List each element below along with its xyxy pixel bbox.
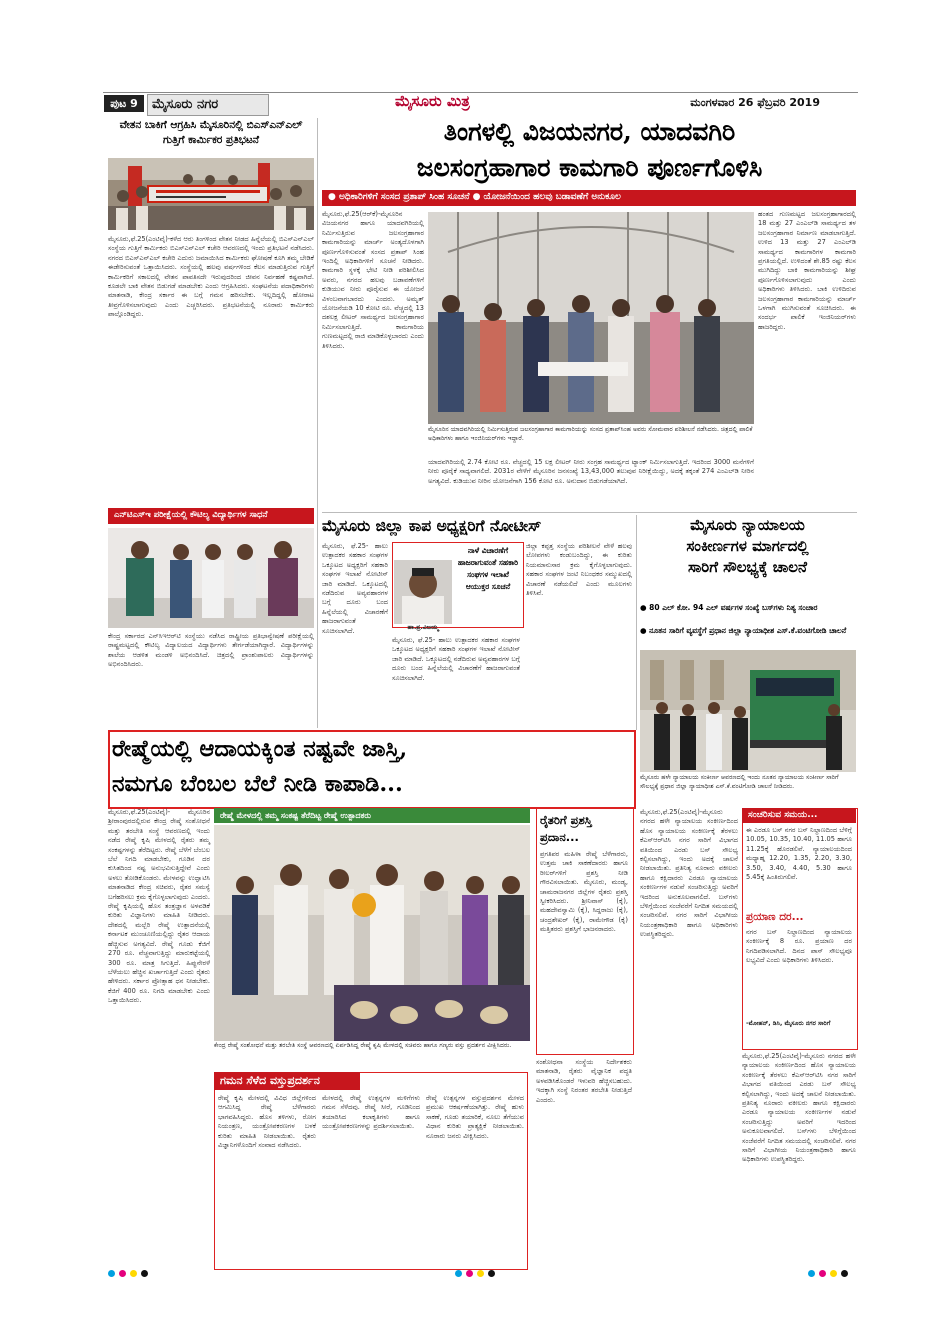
court-fare-body: ನಗರ ಬಸ್ ನಿಲ್ದಾಣದಿಂದ ನ್ಯಾಯಾಲಯ ಸಂಕೀರ್ಣಕ್ಕೆ 8 ರೂ. ಪ್ರಯಾಣ ದರ ನಿಗದಿಪಡಿಸಲಾಗಿದೆ. ದಿನದ ಪಾಸ್ ಸೌಲಭ್ಯವೂ ಲಭ್ಯವಿದೆ ಎಂದು ಅಧಿಕಾರಿಗಳು ತಿಳಿಸಿದರು. [746,928,855,965]
section-title: ಮೈಸೂರು ನಗರ [147,94,269,116]
notice-headline: ಮೈಸೂರು ಜಿಲ್ಲಾ ಕಾಪ ಅಧ್ಯಕ್ಷರಿಗೆ ನೋಟೀಸ್ [322,516,542,535]
protest-headline: ವೇತನ ಬಾಕಿಗೆ ಆಗ್ರಹಿಸಿ ಮೈಸೂರಿನಲ್ಲಿ ಬಿಎಸ್‌ಎನ್‌ಎಲ್ ಗುತ್ತಿಗೆ ಕಾರ್ಮಿಕರ ಪ್ರತಿಭಟನೆ [119,119,303,146]
court-headline-line3: ಸಾರಿಗೆ ಸೌಲಭ್ಯಕ್ಕೆ ಚಾಲನೆ [688,558,807,576]
sericulture-photo [214,825,530,1041]
sericulture-photo-caption: ಕೇಂದ್ರ ರೇಷ್ಮೆ ಸಂಶೋಧನೆ ಮತ್ತು ತರಬೇತಿ ಸಂಸ್ಥೆ ಆವರಣದಲ್ಲಿ ಏರ್ಪಡಿಸಿದ್ದ ರೇಷ್ಮೆ ಕೃಷಿ ಮೇಳದಲ್ಲಿ ಸಚಿವರು ಹಾಗೂ ಗಣ್ಯರು ವಸ್ತು ಪ್ರದರ್ಶನ ವೀಕ್ಷಿಸಿದರು. [214,1042,512,1049]
bottom-headline-line2: ನಮಗೂ ಬೆಂಬಲ ಬೆಲೆ ನೀಡಿ ಕಾಪಾಡಿ... [112,771,403,797]
bottom-headline-line1: ರೇಷ್ಮೆಯಲ್ಲಿ ಆದಾಯಕ್ಕಿಂತ ನಷ್ಟವೇ ಜಾಸ್ತಿ, [112,736,408,762]
masthead: ಮೈಸೂರು ಮಿತ್ರ [395,92,470,110]
lead-headline-line1: ತಿಂಗಳಲ್ಲಿ ವಿಜಯನಗರ, ಯಾದವಗಿರಿ [443,117,736,146]
lead-col1: ಮೈಸೂರು,ಫೆ.25(ಆರ್‌ಕೆ)-ಮೈಸೂರಿನ ವಿಜಯನಗರ ಹಾಗೂ ಯಾದವಗಿರಿಯಲ್ಲಿ ನಿರ್ಮಿಸುತ್ತಿರುವ ಜಲಸಂಗ್ರಹಾಗಾರ ಕಾಮಗಾರಿಯನ್ನು ಮಾರ್ಚ್ ಅಂತ್ಯದೊಳಗಾಗಿ ಪೂರ್ಣಗೊಳಿಸುವಂತೆ ಸಂಸದ ಪ್ರತಾಪ್ ಸಿಂಹ ಇಂದಿಲ್ಲಿ ಅಧಿಕಾರಿಗಳಿಗೆ ಸೂಚನೆ ನೀಡಿದರು. ಕಾಮಗಾರಿ ಸ್ಥಳಕ್ಕೆ ಭೇಟಿ ನೀಡಿ ಪರಿಶೀಲಿಸಿದ ಅವರು, ನಗರದ ಹಲವು ಬಡಾವಣೆಗಳಿಗೆ ಕುಡಿಯುವ ನೀರು ಪೂರೈಸುವ ಈ ಯೋಜನೆ ವಿಳಂಬವಾಗಬಾರದು ಎಂದರು. ಅಮೃತ್ ಯೋಜನೆಯಡಿ 10 ಕೋಟಿ ರೂ. ವೆಚ್ಚದಲ್ಲಿ 13 ದಶಲಕ್ಷ ಲೀಟರ್ ಸಾಮರ್ಥ್ಯದ ಜಲಸಂಗ್ರಹಾಗಾರ ನಿರ್ಮಿಸಲಾಗುತ್ತಿದೆ. ಕಾಮಗಾರಿಯ ಗುಣಮಟ್ಟದಲ್ಲಿ ರಾಜಿ ಮಾಡಿಕೊಳ್ಳಬಾರದು ಎಂದು ತಿಳಿಸಿದರು. [322,210,427,350]
court-headline-line1: ಮೈಸೂರು ನ್ಯಾಯಾಲಯ [690,516,805,534]
court-headline-line2: ಸಂಕೀರ್ಣಗಳ ಮಾರ್ಗದಲ್ಲಿ [686,537,809,555]
protest-body: ಮೈಸೂರು,ಫೆ.25(ಎಂಟಿವೈ)-ಕಳೆದ ಆರು ತಿಂಗಳಿಂದ ವೇತನ ನೀಡದ ಹಿನ್ನೆಲೆಯಲ್ಲಿ ಬಿಎಸ್‌ಎನ್‌ಎಲ್ ಸಂಸ್ಥೆಯ ಗುತ್ತಿಗೆ ಕಾರ್ಮಿಕರು ಬಿಎಸ್‌ಎನ್‌ಎಲ್ ಕಚೇರಿ ಆವರಣದಲ್ಲಿ ಇಂದು ಪ್ರತಿಭಟನೆ ನಡೆಸಿದರು. ನಗರದ ಬಿಎಸ್‌ಎನ್‌ಎಲ್ ಕಚೇರಿ ಎದುರು ಜಮಾಯಿಸಿದ ಕಾರ್ಮಿಕರು ಘೋಷಣೆ ಕೂಗಿ ತಮ್ಮ ಬೇಡಿಕೆ ಈಡೇರಿಸುವಂತೆ ಒತ್ತಾಯಿಸಿದರು. ಸಂಸ್ಥೆಯಲ್ಲಿ ಹಲವು ವರ್ಷಗಳಿಂದ ಕೆಲಸ ಮಾಡುತ್ತಿರುವ ಗುತ್ತಿಗೆ ಕಾರ್ಮಿಕರಿಗೆ ಸಕಾಲದಲ್ಲಿ ವೇತನ ಪಾವತಿಸದೇ ಇರುವುದರಿಂದ ಜೀವನ ನಿರ್ವಹಣೆ ಕಷ್ಟವಾಗಿದೆ. ಕೂಡಲೇ ಬಾಕಿ ವೇತನ ಬಿಡುಗಡೆ ಮಾಡಬೇಕು ಎಂದು ಆಗ್ರಹಿಸಿದರು. ಸಂಘಟನೆಯ ಪದಾಧಿಕಾರಿಗಳು ಮಾತನಾಡಿ, ಕೇಂದ್ರ ಸರ್ಕಾರ ಈ ಬಗ್ಗೆ ಗಮನ ಹರಿಸಬೇಕು. ಇಲ್ಲದಿದ್ದಲ್ಲಿ ಹೋರಾಟ ತೀವ್ರಗೊಳಿಸಲಾಗುವುದು ಎಂದು ಎಚ್ಚರಿಸಿದರು. ಪ್ರತಿಭಟನೆಯಲ್ಲಿ ನೂರಾರು ಕಾರ್ಮಿಕರು ಪಾಲ್ಗೊಂಡಿದ್ದರು. [108,235,317,319]
registration-marks-left [108,1270,148,1277]
lead-col3: ಹಂತದ ಗುಣಮಟ್ಟದ ಜಲಸಂಗ್ರಹಾಗಾರದಲ್ಲಿ 18 ಮತ್ತು 27 ಎಂಎಲ್‌ಡಿ ಸಾಮರ್ಥ್ಯದ ತಳ ಜಲಸಂಗ್ರಹಾಗಾರ ನಿರ್ಮಾಣ ಮಾಡಲಾಗುತ್ತಿದೆ. ಉಳಿದ 13 ಮತ್ತು 27 ಎಂಎಲ್‌ಡಿ ಸಾಮರ್ಥ್ಯದ ಕಾಮಗಾರಿಗಳ ಕಾಮಗಾರಿ ಪ್ರಗತಿಯಲ್ಲಿದೆ. ಉಳಿದಂತೆ ಶೇ.85 ರಷ್ಟು ಕೆಲಸ ಮುಗಿದಿದ್ದು ಬಾಕಿ ಕಾಮಗಾರಿಯನ್ನು ಶೀಘ್ರ ಪೂರ್ಣಗೊಳಿಸಲಾಗುವುದು ಎಂದು ಅಧಿಕಾರಿಗಳು ತಿಳಿಸಿದರು. ಬಾಕಿ ಉಳಿದಿರುವ ಜಲಸಂಗ್ರಹಾಗಾರ ಕಾಮಗಾರಿಯನ್ನು ಮಾರ್ಚ್ ಒಳಗಾಗಿ ಮುಗಿಸುವಂತೆ ಸೂಚಿಸಿದರು. ಈ ಸಂದರ್ಭ ಪಾಲಿಕೆ ಇಂಜಿನಿಯರ್‌ಗಳು ಹಾಜರಿದ್ದರು. [758,210,859,331]
court-bullet1: ● 80 ಎಲ್ ಕೋ. 94 ಎಲ್ ವರ್ಷಗಳ ಸಂಖ್ಯೆ ಬಸ್‌ಗಳು ನಿತ್ಯ ಸಂಚಾರ [640,603,818,612]
bottom-photo-band: ರೇಷ್ಮೆ ಮೇಳದಲ್ಲಿ ತಮ್ಮ ಸಂಕಷ್ಟ ತೆರೆದಿಟ್ಟ ರೇಷ್ಮೆ ಉತ್ಪಾದಕರು [214,808,530,823]
registration-marks-right [808,1270,848,1277]
lead-col2: ಯಾದವಗಿರಿಯಲ್ಲಿ 2.74 ಕೋಟಿ ರೂ. ವೆಚ್ಚದಲ್ಲಿ 15 ಲಕ್ಷ ಲೀಟರ್ ನೀರು ಸಂಗ್ರಹ ಸಾಮರ್ಥ್ಯದ ಟ್ಯಾಂಕ್ ನಿರ್ಮಿಸಲಾಗುತ್ತಿದೆ. ಇದರಿಂದ 3000 ಮನೆಗಳಿಗೆ ನೀರು ಪೂರೈಕೆ ಸಾಧ್ಯವಾಗಲಿದೆ. 2031ರ ವೇಳೆಗೆ ಮೈಸೂರಿನ ಜನಸಂಖ್ಯೆ 13,43,000 ತಲುಪುವ ನಿರೀಕ್ಷೆಯಿದ್ದು, ಅದಕ್ಕೆ ತಕ್ಕಂತೆ 274 ಎಂಎಲ್‌ಡಿ ನೀರಿನ ಅಗತ್ಯವಿದೆ. ಕುಡಿಯುವ ನೀರಿನ ಯೋಜನೆಗಾಗಿ 156 ಕೋಟಿ ರೂ. ಅನುದಾನ ಬಿಡುಗಡೆಯಾಗಿದೆ. [428,458,757,485]
bottom-col4: ಸಂಶೋಧನಾ ಸಂಸ್ಥೆಯ ನಿರ್ದೇಶಕರು ಮಾತನಾಡಿ, ರೈತರು ವೈಜ್ಞಾನಿಕ ಪದ್ಧತಿ ಅಳವಡಿಸಿಕೊಂಡರೆ ಇಳುವರಿ ಹೆಚ್ಚಿಸಬಹುದು. ಇದಕ್ಕಾಗಿ ಸಂಸ್ಥೆ ನಿರಂತರ ತರಬೇತಿ ನೀಡುತ್ತಿದೆ ಎಂದರು. [536,1058,635,1104]
protest-photo [108,158,314,230]
court-fare-credit: -ಮೋಹನ್, ಡಿಸಿ, ಮೈಸೂರು ನಗರ ಸಾರಿಗೆ [746,1020,831,1027]
court-body-cont: ಮೈಸೂರು,ಫೆ.25(ಎಂಟಿವೈ)-ಮೈಸೂರು ನಗರದ ಹಳೇ ನ್ಯಾಯಾಲಯ ಸಂಕೀರ್ಣದಿಂದ ಹೊಸ ನ್ಯಾಯಾಲಯ ಸಂಕೀರ್ಣಕ್ಕೆ ತೆರಳಲು ಕೆಎಸ್‌ಆರ್‌ಟಿಸಿ ನಗರ ಸಾರಿಗೆ ವಿಭಾಗದ ವತಿಯಿಂದ ಎರಡು ಬಸ್ ಸೌಲಭ್ಯ ಕಲ್ಪಿಸಲಾಗಿದ್ದು, ಇಂದು ಅದಕ್ಕೆ ಚಾಲನೆ ನೀಡಲಾಯಿತು. ಪ್ರತಿನಿತ್ಯ ನೂರಾರು ವಕೀಲರು ಹಾಗೂ ಕಕ್ಷಿದಾರರು ಎರಡೂ ನ್ಯಾಯಾಲಯ ಸಂಕೀರ್ಣಗಳ ನಡುವೆ ಸಂಚರಿಸುತ್ತಿದ್ದು ಅವರಿಗೆ ಇದರಿಂದ ಅನುಕೂಲವಾಗಲಿದೆ. ಬಸ್‌ಗಳು ಬೆಳಿಗ್ಗೆಯಿಂದ ಸಂಜೆವರೆಗೆ ನಿಗದಿತ ಸಮಯದಲ್ಲಿ ಸಂಚರಿಸಲಿವೆ. ನಗರ ಸಾರಿಗೆ ವಿಭಾಗೀಯ ನಿಯಂತ್ರಣಾಧಿಕಾರಿ ಹಾಗೂ ಅಧಿಕಾರಿಗಳು ಉಪಸ್ಥಿತರಿದ್ದರು. [742,1052,859,1164]
notice-portrait-caption: ಹಾ.ಪ್ರ.ವಿಜಯ್ಮ [407,624,439,631]
exhibit-body: ರೇಷ್ಮೆ ಉತ್ಪನ್ನಗಳ ವಸ್ತುಪ್ರದರ್ಶನ ಮೇಳದ ಪ್ರಮುಖ ಆಕರ್ಷಣೆಯಾಗಿತ್ತು. ರೇಷ್ಮೆ ಹುಳು ಸಾಕಣೆ, ಗೂಡು ತಯಾರಿಕೆ, ನೂಲು ತೆಗೆಯುವ ವಿಧಾನ ಕುರಿತು ಪ್ರಾತ್ಯಕ್ಷಿಕೆ ನೀಡಲಾಯಿತು. ನೂರಾರು ಜನರು ವೀಕ್ಷಿಸಿದರು. [426,1094,527,1140]
column-rule [317,118,318,728]
bottom-col2: ರೇಷ್ಮೆ ಕೃಷಿ ಮೇಳದಲ್ಲಿ ವಿವಿಧ ಜಿಲ್ಲೆಗಳಿಂದ ಆಗಮಿಸಿದ್ದ ರೇಷ್ಮೆ ಬೆಳೆಗಾರರು ಭಾಗವಹಿಸಿದ್ದರು. ಹೊಸ ತಳಿಗಳು, ರೋಗ ನಿಯಂತ್ರಣ, ಯಂತ್ರೋಪಕರಣಗಳ ಬಳಕೆ ಕುರಿತು ಮಾಹಿತಿ ನೀಡಲಾಯಿತು. ರೈತರು ವಿಜ್ಞಾನಿಗಳೊಂದಿಗೆ ಸಂವಾದ ನಡೆಸಿದರು. [218,1094,319,1150]
exhibit-title: ಗಮನ ಸೆಳೆದ ವಸ್ತುಪ್ರದರ್ಶನ [214,1072,360,1090]
court-bullet2: ● ನೂತನ ಸಾರಿಗೆ ವ್ಯವಸ್ಥೆಗೆ ಪ್ರಧಾನ ಜಿಲ್ಲಾ ನ್ಯಾಯಾಧೀಶ ಎಸ್.ಕೆ.ವಂಟಿಗೋಡಿ ಚಾಲನೆ [640,626,847,635]
notice-col1b: ಮೈಸೂರು, ಫೆ.25- ಹಾಲು ಉತ್ಪಾದಕರ ಸಹಕಾರ ಸಂಘಗಳ ಒಕ್ಕೂಟದ ಅಧ್ಯಕ್ಷರಿಗೆ ಸಹಕಾರಿ ಸಂಘಗಳ ಇಲಾಖೆ ನೋಟೀಸ್ ಜಾರಿ ಮಾಡಿದೆ. ಒಕ್ಕೂಟದಲ್ಲಿ ನಡೆದಿರುವ ಅವ್ಯವಹಾರಗಳ ಬಗ್ಗೆ ದೂರು ಬಂದ ಹಿನ್ನೆಲೆಯಲ್ಲಿ ವಿಚಾರಣೆಗೆ ಹಾಜರಾಗುವಂತೆ ಸೂಚಿಸಲಾಗಿದೆ. [392,636,523,682]
court-timing-body: ಈ ಎರಡೂ ಬಸ್ ನಗರ ಬಸ್ ನಿಲ್ದಾಣದಿಂದ ಬೆಳಿಗ್ಗೆ 10.05, 10.35, 10.40, 11.05 ಹಾಗೂ 11.25ಕ್ಕೆ ಹೊರಡಲಿವೆ. ನ್ಯಾಯಾಲಯದಿಂದ ಮಧ್ಯಾಹ್ನ 12.20, 1.35, 2.20, 3.30, 3.50, 3.40, 4.40, 5.30 ಹಾಗೂ 5.45ಕ್ಕೆ ಹಿಂತಿರುಗಲಿವೆ. [746,826,855,882]
lead-photo [428,212,754,424]
lead-headline-line2: ಜಲಸಂಗ್ರಹಾಗಾರ ಕಾಮಗಾರಿ ಪೂರ್ಣಗೊಳಿಸಿ [416,153,763,182]
lead-photo-caption: ಮೈಸೂರಿನ ಯಾದವಗಿರಿಯಲ್ಲಿ ನಿರ್ಮಿಸುತ್ತಿರುವ ಜಲಸಂಗ್ರಹಾಗಾರ ಕಾಮಗಾರಿಯನ್ನು ಸಂಸದ ಪ್ರತಾಪ್‌ಸಿಂಹ ಅವರು ಸೋಮವಾರ ಪರಿಶೀಲನೆ ನಡೆಸಿದರು. ಚಿತ್ರದಲ್ಲಿ ಪಾಲಿಕೆ ಅಧಿಕಾರಿಗಳು ಹಾಗೂ ಇಂಜಿನಿಯರ್‌ಗಳು ಇದ್ದಾರೆ. [428,426,753,442]
school-body: ಕೇಂದ್ರ ಸರ್ಕಾರದ ಎನ್‌ಸಿಇಆರ್‌ಟಿ ಸಂಸ್ಥೆಯು ನಡೆಸಿದ ರಾಷ್ಟ್ರೀಯ ಪ್ರತಿಭಾನ್ವೇಷಣೆ ಪರೀಕ್ಷೆಯಲ್ಲಿ ರಾಷ್ಟ್ರಮಟ್ಟದಲ್ಲಿ ಕೌಟಿಲ್ಯ ವಿದ್ಯಾಲಯದ ವಿದ್ಯಾರ್ಥಿಗಳು ತೇರ್ಗಡೆಯಾಗಿದ್ದಾರೆ. ವಿದ್ಯಾರ್ಥಿಗಳನ್ನು ಶಾಲೆಯ ಆಡಳಿತ ಮಂಡಳಿ ಅಭಿನಂದಿಸಿದೆ. ಚಿತ್ರದಲ್ಲಿ ಪ್ರಾಂಶುಪಾಲರು ವಿದ್ಯಾರ್ಥಿಗಳನ್ನು ಅಭಿನಂದಿಸಿದರು. [108,632,317,669]
notice-pull-quote: ನಾಳೆ ವಿಚಾರಣೆಗೆ ಹಾಜರಾಗುವಂತೆ ಸಹಕಾರಿ ಸಂಘಗಳ ಇಲಾಖೆ ಆಯುಕ್ತರ ಸೂಚನೆ [457,546,519,591]
bottom-col3: ಮೇಳದಲ್ಲಿ ರೇಷ್ಮೆ ಉತ್ಪನ್ನಗಳ ಮಳಿಗೆಗಳು ಗಮನ ಸೆಳೆದವು. ರೇಷ್ಮೆ ಸೀರೆ, ಗೂಡಿನಿಂದ ತಯಾರಿಸಿದ ಕಲಾಕೃತಿಗಳು ಹಾಗೂ ಯಂತ್ರೋಪಕರಣಗಳನ್ನು ಪ್ರದರ್ಶಿಸಲಾಯಿತು. [322,1094,423,1131]
column-rule [636,515,637,730]
notice-col2: ಜಿಲ್ಲಾ ಕಪ್ಪತ್ತ ಸಂಸ್ಥೆಯ ಪರಿಶೀಲನೆ ವೇಳೆ ಹಲವು ಲೋಪಗಳು ಕಂಡುಬಂದಿದ್ದು, ಈ ಕುರಿತು ನಿಯಮಾನುಸಾರ ಕ್ರಮ ಕೈಗೊಳ್ಳಲಾಗುವುದು. ಸಹಕಾರ ಸಂಘಗಳ ಜಂಟಿ ನಿಬಂಧಕರ ಸಮ್ಮುಖದಲ್ಲಿ ವಿಚಾರಣೆ ನಡೆಯಲಿದೆ ಎಂದು ಮೂಲಗಳು ತಿಳಿಸಿವೆ. [526,542,635,598]
page-number-badge: ಪುಟ 9 [104,95,144,112]
court-photo-caption: ಮೈಸೂರು ಹಳೇ ನ್ಯಾಯಾಲಯ ಸಂಕೀರ್ಣ ಆವರಣದಲ್ಲಿ ಇಂದು ನೂತನ ನ್ಯಾಯಾಲಯ ಸಂಕೀರ್ಣ ಸಾರಿಗೆ ಸೌಲಭ್ಯಕ್ಕೆ ಪ್ರಧಾನ ಜಿಲ್ಲಾ ನ್ಯಾಯಾಧೀಶ ಎಸ್.ಕೆ.ವಂಟಿಗೋಡಿ ಚಾಲನೆ ನೀಡಿದರು. [640,774,839,790]
court-body: ಮೈಸೂರು,ಫೆ.25(ಎಂಟಿವೈ)-ಮೈಸೂರು ನಗರದ ಹಳೇ ನ್ಯಾಯಾಲಯ ಸಂಕೀರ್ಣದಿಂದ ಹೊಸ ನ್ಯಾಯಾಲಯ ಸಂಕೀರ್ಣಕ್ಕೆ ತೆರಳಲು ಕೆಎಸ್‌ಆರ್‌ಟಿಸಿ ನಗರ ಸಾರಿಗೆ ವಿಭಾಗದ ವತಿಯಿಂದ ಎರಡು ಬಸ್ ಸೌಲಭ್ಯ ಕಲ್ಪಿಸಲಾಗಿದ್ದು, ಇಂದು ಅದಕ್ಕೆ ಚಾಲನೆ ನೀಡಲಾಯಿತು. ಪ್ರತಿನಿತ್ಯ ನೂರಾರು ವಕೀಲರು ಹಾಗೂ ಕಕ್ಷಿದಾರರು ಎರಡೂ ನ್ಯಾಯಾಲಯ ಸಂಕೀರ್ಣಗಳ ನಡುವೆ ಸಂಚರಿಸುತ್ತಿದ್ದು ಅವರಿಗೆ ಇದರಿಂದ ಅನುಕೂಲವಾಗಲಿದೆ. ಬಸ್‌ಗಳು ಬೆಳಿಗ್ಗೆಯಿಂದ ಸಂಜೆವರೆಗೆ ನಿಗದಿತ ಸಮಯದಲ್ಲಿ ಸಂಚರಿಸಲಿವೆ. ನಗರ ಸಾರಿಗೆ ವಿಭಾಗೀಯ ನಿಯಂತ್ರಣಾಧಿಕಾರಿ ಹಾಗೂ ಅಧಿಕಾರಿಗಳು ಉಪಸ್ಥಿತರಿದ್ದರು. [640,808,741,939]
school-headline: ಎನ್‌ಟಿಎಸ್‌ಇ ಪರೀಕ್ಷೆಯಲ್ಲಿ ಕೌಟಿಲ್ಯ ವಿದ್ಯಾರ್ಥಿಗಳ ಸಾಧನೆ [108,508,314,524]
section-rule [322,512,857,513]
lead-subhead: ● ಅಧಿಕಾರಿಗಳಿಗೆ ಸಂಸದ ಪ್ರತಾಪ್ ಸಿಂಹ ಸೂಚನೆ ● ಯೋಜನೆಯಿಂದ ಹಲವು ಬಡಾವಣೆಗೆ ಅನುಕೂಲ [322,190,856,206]
award-body: ಪ್ರಗತಿಪರ ಮಹಿಳಾ ರೇಷ್ಮೆ ಬೆಳೆಗಾರರು, ಉತ್ತಮ ಚಾಕಿ ಸಾಕಣೆದಾರರು ಹಾಗೂ ರೀಲರ್‌ಗಳಿಗೆ ಪ್ರಶಸ್ತಿ ನೀಡಿ ಗೌರವಿಸಲಾಯಿತು. ಮೈಸೂರು, ಮಂಡ್ಯ, ಚಾಮರಾಜನಗರ ಜಿಲ್ಲೆಗಳ ರೈತರು ಪ್ರಶಸ್ತಿ ಸ್ವೀಕರಿಸಿದರು. ಶ್ರೀನಿವಾಸ್ (ಕೈ), ಮಹದೇವಸ್ವಾಮಿ (ಕೈ), ಸಿದ್ದರಾಜು (ಕೈ), ಚಂದ್ರಶೇಖರ್ (ಕೈ), ರಾಮೇಗೌಡ (ಕೈ) ಮತ್ತಿತರರು ಪ್ರಶಸ್ತಿಗೆ ಭಾಜನರಾದರು. [540,850,631,934]
bottom-col1: ಮೈಸೂರು,ಫೆ.25(ಎಂಟಿವೈ)- ಮೈಸೂರಿನ ಶ್ರೀರಾಂಪುರದಲ್ಲಿರುವ ಕೇಂದ್ರ ರೇಷ್ಮೆ ಸಂಶೋಧನೆ ಮತ್ತು ತರಬೇತಿ ಸಂಸ್ಥೆ ಆವರಣದಲ್ಲಿ ಇಂದು ನಡೆದ ರೇಷ್ಮೆ ಕೃಷಿ ಮೇಳದಲ್ಲಿ ರೈತರು ತಮ್ಮ ಸಂಕಷ್ಟಗಳನ್ನು ತೆರೆದಿಟ್ಟರು. ರೇಷ್ಮೆ ಬೆಳೆಗೆ ಬೆಂಬಲ ಬೆಲೆ ನಿಗದಿ ಮಾಡಬೇಕು, ಗೂಡಿನ ದರ ಕುಸಿತದಿಂದ ನಷ್ಟ ಅನುಭವಿಸುತ್ತಿದ್ದೇವೆ ಎಂದು ಅಳಲು ತೋಡಿಕೊಂಡರು. ಮೇಳವನ್ನು ಉದ್ಘಾಟಿಸಿ ಮಾತನಾಡಿದ ಕೇಂದ್ರ ಸಚಿವರು, ರೈತರ ಸಮಸ್ಯೆ ಬಗೆಹರಿಸಲು ಕ್ರಮ ಕೈಗೊಳ್ಳಲಾಗುವುದು ಎಂದರು. ರೇಷ್ಮೆ ಕೃಷಿಯಲ್ಲಿ ಹೊಸ ತಂತ್ರಜ್ಞಾನ ಅಳವಡಿಕೆ ಕುರಿತು ವಿಜ್ಞಾನಿಗಳು ಮಾಹಿತಿ ನೀಡಿದರು. ದೇಶದಲ್ಲಿ ಮಲ್ಬೆರಿ ರೇಷ್ಮೆ ಉತ್ಪಾದನೆಯಲ್ಲಿ ಕರ್ನಾಟಕ ಮುಂಚೂಣಿಯಲ್ಲಿದ್ದು ರೈತರ ಆದಾಯ ಹೆಚ್ಚಿಸುವ ಅಗತ್ಯವಿದೆ. ರೇಷ್ಮೆ ಗೂಡು ಕೆಜಿಗೆ 270 ರೂ. ವೆಚ್ಚವಾಗುತ್ತಿದ್ದು ಮಾರುಕಟ್ಟೆಯಲ್ಲಿ 300 ರೂ. ಮಾತ್ರ ಸಿಗುತ್ತಿದೆ. ಹಿಪ್ಪುನೇರಳೆ ಬೆಳೆಯಲು ಹೆಚ್ಚಿನ ಖರ್ಚಾಗುತ್ತಿದೆ ಎಂದು ರೈತರು ಹೇಳಿದರು. ಸರ್ಕಾರ ಪ್ರೋತ್ಸಾಹ ಧನ ನೀಡಬೇಕು. ಕೆಜಿಗೆ 400 ರೂ. ನಿಗದಿ ಮಾಡಬೇಕು ಎಂದು ಒತ್ತಾಯಿಸಿದರು. [108,808,213,1005]
school-photo [108,528,314,628]
court-fare-title: ಪ್ರಯಾಣ ದರ... [746,911,804,923]
award-title: ರೈತರಿಗೆ ಪ್ರಶಸ್ತಿ ಪ್ರದಾನ... [540,813,592,844]
notice-col1: ಮೈಸೂರು, ಫೆ.25- ಹಾಲು ಉತ್ಪಾದಕರ ಸಹಕಾರ ಸಂಘಗಳ ಒಕ್ಕೂಟದ ಅಧ್ಯಕ್ಷರಿಗೆ ಸಹಕಾರಿ ಸಂಘಗಳ ಇಲಾಖೆ ನೋಟೀಸ್ ಜಾರಿ ಮಾಡಿದೆ. ಒಕ್ಕೂಟದಲ್ಲಿ ನಡೆದಿರುವ ಅವ್ಯವಹಾರಗಳ ಬಗ್ಗೆ ದೂರು ಬಂದ ಹಿನ್ನೆಲೆಯಲ್ಲಿ ವಿಚಾರಣೆಗೆ ಹಾಜರಾಗುವಂತೆ ಸೂಚಿಸಲಾಗಿದೆ. [322,542,391,635]
court-photo [640,650,856,772]
court-timing-title: ಸಂಚರಿಸುವ ಸಮಯ... [742,808,856,823]
notice-portrait [394,560,452,624]
registration-marks-center [455,1270,495,1277]
issue-date: ಮಂಗಳವಾರ 26 ಫೆಬ್ರವರಿ 2019 [690,96,820,109]
